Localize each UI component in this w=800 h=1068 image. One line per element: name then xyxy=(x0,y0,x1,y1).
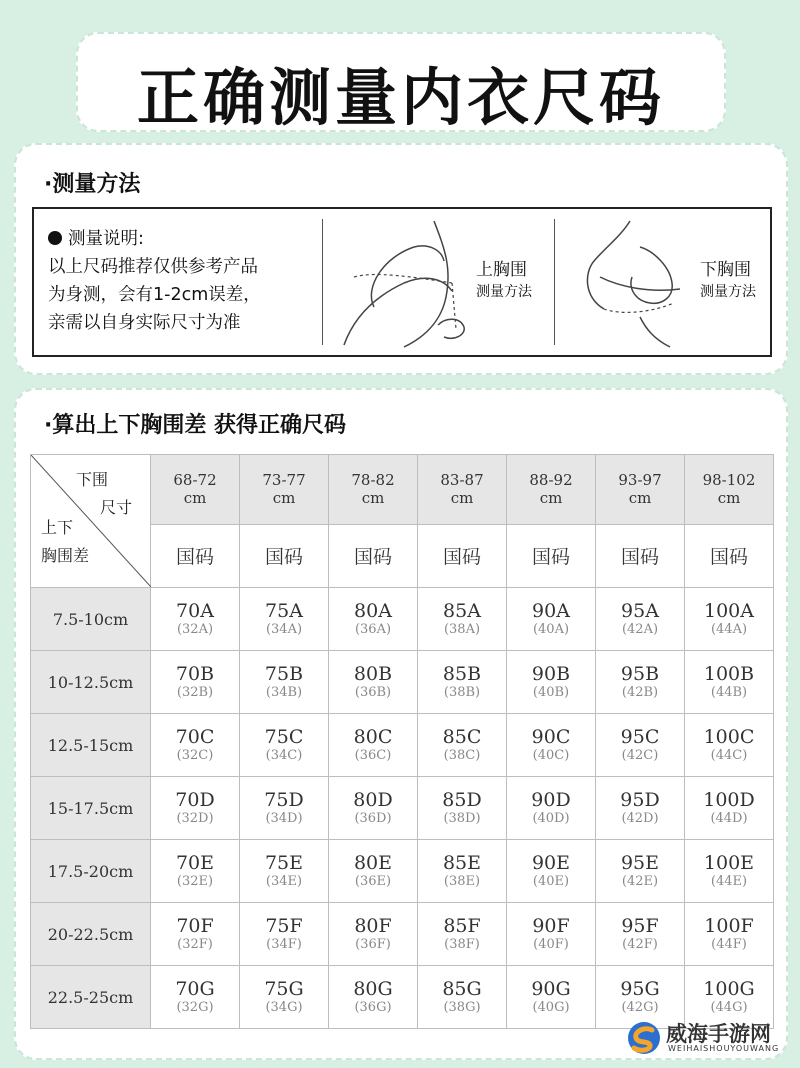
size-cell xyxy=(596,714,685,777)
cn-size: 100F xyxy=(704,915,754,937)
us-size: (44C) xyxy=(710,748,748,763)
size-cell xyxy=(685,651,774,714)
cn-size: 95G xyxy=(620,978,660,1000)
size-cell xyxy=(418,966,507,1029)
size-cell xyxy=(418,588,507,651)
cn-size: 80G xyxy=(353,978,393,1000)
us-size: (32E) xyxy=(176,874,214,889)
cn-size: 80C xyxy=(353,726,393,748)
us-size: (42A) xyxy=(621,622,659,637)
us-size: (32A) xyxy=(176,622,214,637)
cn-size: 85G xyxy=(442,978,482,1000)
size-cell xyxy=(240,777,329,840)
us-size: (36C) xyxy=(354,748,392,763)
bust-difference-cell: 10-12.5cm xyxy=(31,651,151,714)
us-size: (44F) xyxy=(711,937,747,952)
us-size: (38D) xyxy=(443,811,481,826)
us-size: (32F) xyxy=(177,937,213,952)
size-cell xyxy=(685,777,774,840)
us-size: (38E) xyxy=(443,874,481,889)
cn-size: 75B xyxy=(264,663,304,685)
us-size: (42F) xyxy=(622,937,658,952)
note-line: 亲需以自身实际尺寸为准 xyxy=(48,313,241,333)
title-card xyxy=(76,32,726,132)
band-range-header: 68-72 cm xyxy=(151,455,240,525)
watermark-logo-icon xyxy=(626,1020,662,1056)
us-size: (36B) xyxy=(354,685,392,700)
upper-bust-label: 上胸围 测量方法 xyxy=(476,260,532,300)
size-cell xyxy=(151,651,240,714)
us-size: (44B) xyxy=(710,685,748,700)
cn-size: 90E xyxy=(531,852,571,874)
cn-size: 75G xyxy=(264,978,304,1000)
bust-difference-cell: 22.5-25cm xyxy=(31,966,151,1029)
cn-size: 95A xyxy=(621,600,659,622)
band-range-header: 83-87 cm xyxy=(418,455,507,525)
us-size: (36E) xyxy=(354,874,392,889)
cn-size: 100E xyxy=(703,852,755,874)
size-cell xyxy=(418,840,507,903)
size-table xyxy=(30,454,774,1029)
us-size: (40C) xyxy=(532,748,570,763)
size-cell xyxy=(240,651,329,714)
corner-label: 下围 xyxy=(75,470,108,489)
divider xyxy=(554,219,555,345)
size-cell xyxy=(240,966,329,1029)
size-cell xyxy=(151,777,240,840)
size-cell xyxy=(418,777,507,840)
upper-bust-illustration-icon xyxy=(334,217,484,351)
us-size: (40G) xyxy=(532,1000,570,1015)
us-size: (36D) xyxy=(354,811,392,826)
size-cell xyxy=(418,651,507,714)
size-cell xyxy=(507,588,596,651)
size-cell xyxy=(507,777,596,840)
cn-size: 70B xyxy=(175,663,215,685)
us-size: (38G) xyxy=(443,1000,481,1015)
size-cell xyxy=(151,840,240,903)
us-size: (32D) xyxy=(176,811,214,826)
size-cell xyxy=(240,714,329,777)
size-cell xyxy=(329,777,418,840)
us-size: (42C) xyxy=(621,748,659,763)
size-type-header: 国码 xyxy=(418,524,507,587)
cn-size: 95D xyxy=(620,789,660,811)
us-size: (38A) xyxy=(443,622,481,637)
us-size: (42D) xyxy=(621,811,659,826)
us-size: (34E) xyxy=(265,874,303,889)
cn-size: 80F xyxy=(354,915,392,937)
us-size: (40E) xyxy=(532,874,570,889)
table-corner-header xyxy=(31,455,151,588)
cn-size: 90A xyxy=(532,600,570,622)
size-cell xyxy=(151,714,240,777)
cn-size: 75C xyxy=(264,726,304,748)
size-cell xyxy=(240,903,329,966)
cn-size: 95F xyxy=(621,915,659,937)
us-size: (32C) xyxy=(176,748,214,763)
watermark-name: 威海手游网 xyxy=(666,1022,771,1046)
band-range-header: 93-97 cm xyxy=(596,455,685,525)
us-size: (32G) xyxy=(176,1000,214,1015)
us-size: (36G) xyxy=(354,1000,392,1015)
bust-difference-cell: 17.5-20cm xyxy=(31,840,151,903)
band-range-header: 88-92 cm xyxy=(507,455,596,525)
us-size: (38C) xyxy=(443,748,481,763)
cn-size: 70C xyxy=(175,726,215,748)
note-line: 为身测，会有1-2cm误差， xyxy=(48,285,261,305)
size-cell xyxy=(507,903,596,966)
us-size: (44A) xyxy=(710,622,748,637)
size-cell xyxy=(240,588,329,651)
cn-size: 90G xyxy=(531,978,571,1000)
us-size: (34A) xyxy=(265,622,303,637)
us-size: (36F) xyxy=(355,937,391,952)
cn-size: 100B xyxy=(703,663,755,685)
us-size: (40B) xyxy=(532,685,570,700)
us-size: (40D) xyxy=(532,811,570,826)
size-cell xyxy=(151,903,240,966)
us-size: (44E) xyxy=(710,874,748,889)
size-cell xyxy=(329,651,418,714)
size-type-header: 国码 xyxy=(240,524,329,587)
us-size: (34B) xyxy=(265,685,303,700)
cn-size: 90B xyxy=(531,663,571,685)
corner-label: 尺寸 xyxy=(99,498,132,517)
corner-label: 胸围差 xyxy=(41,546,90,565)
cn-size: 95C xyxy=(620,726,660,748)
us-size: (40A) xyxy=(532,622,570,637)
method-card xyxy=(14,143,788,375)
cn-size: 80B xyxy=(353,663,393,685)
cn-size: 75D xyxy=(264,789,304,811)
us-size: (44D) xyxy=(710,811,748,826)
us-size: (42B) xyxy=(621,685,659,700)
table-row xyxy=(31,588,774,651)
bust-difference-cell: 15-17.5cm xyxy=(31,777,151,840)
cn-size: 85C xyxy=(442,726,482,748)
size-cell xyxy=(596,588,685,651)
band-range-header: 73-77 cm xyxy=(240,455,329,525)
us-size: (36A) xyxy=(354,622,392,637)
cn-size: 70D xyxy=(175,789,215,811)
cn-size: 70E xyxy=(175,852,215,874)
size-cell xyxy=(507,651,596,714)
cn-size: 100A xyxy=(704,600,754,622)
divider xyxy=(322,219,323,345)
note-title: 测量说明: xyxy=(68,229,144,249)
band-range-header: 98-102 cm xyxy=(685,455,774,525)
size-cell xyxy=(685,903,774,966)
bust-difference-cell: 20-22.5cm xyxy=(31,903,151,966)
bust-difference-cell: 7.5-10cm xyxy=(31,588,151,651)
table-row xyxy=(31,777,774,840)
size-cell xyxy=(151,588,240,651)
corner-label: 上下 xyxy=(41,518,74,537)
size-cell xyxy=(418,903,507,966)
lower-bust-illustration-icon xyxy=(570,217,700,351)
table-heading: ·算出上下胸围差 获得正确尺码 xyxy=(44,413,347,438)
us-size: (34F) xyxy=(266,937,302,952)
cn-size: 85D xyxy=(442,789,482,811)
size-type-header: 国码 xyxy=(596,524,685,587)
us-size: (32B) xyxy=(176,685,214,700)
cn-size: 80D xyxy=(353,789,393,811)
table-row xyxy=(31,651,774,714)
cn-size: 95E xyxy=(620,852,660,874)
method-heading: ·测量方法 xyxy=(44,172,141,197)
us-size: (34G) xyxy=(265,1000,303,1015)
cn-size: 70F xyxy=(176,915,214,937)
size-table-card xyxy=(14,388,788,1060)
cn-size: 85B xyxy=(442,663,482,685)
size-type-header: 国码 xyxy=(151,524,240,587)
cn-size: 75F xyxy=(265,915,303,937)
table-row xyxy=(31,714,774,777)
us-size: (38B) xyxy=(443,685,481,700)
size-cell xyxy=(596,903,685,966)
cn-size: 70A xyxy=(176,600,214,622)
cn-size: 90C xyxy=(531,726,571,748)
page-title: 正确测量内衣尺码 xyxy=(136,61,665,134)
lower-bust-label: 下胸围 测量方法 xyxy=(700,260,756,300)
cn-size: 80A xyxy=(354,600,392,622)
size-cell xyxy=(596,777,685,840)
us-size: (34D) xyxy=(265,811,303,826)
cn-size: 85F xyxy=(443,915,481,937)
measurement-note xyxy=(48,225,328,337)
cn-size: 90D xyxy=(531,789,571,811)
size-cell xyxy=(685,588,774,651)
us-size: (40F) xyxy=(533,937,569,952)
method-box xyxy=(32,207,772,357)
table-row xyxy=(31,903,774,966)
size-cell xyxy=(685,840,774,903)
size-cell xyxy=(329,966,418,1029)
cn-size: 85E xyxy=(442,852,482,874)
size-cell xyxy=(507,840,596,903)
size-type-header: 国码 xyxy=(329,524,418,587)
size-type-header: 国码 xyxy=(507,524,596,587)
cn-size: 100D xyxy=(703,789,755,811)
cn-size: 80E xyxy=(353,852,393,874)
size-cell xyxy=(418,714,507,777)
size-cell xyxy=(329,588,418,651)
cn-size: 85A xyxy=(443,600,481,622)
us-size: (34C) xyxy=(265,748,303,763)
cn-size: 90F xyxy=(532,915,570,937)
cn-size: 100C xyxy=(703,726,755,748)
size-cell xyxy=(329,714,418,777)
cn-size: 95B xyxy=(620,663,660,685)
us-size: (42E) xyxy=(621,874,659,889)
cn-size: 75A xyxy=(265,600,303,622)
size-cell xyxy=(151,966,240,1029)
cn-size: 100G xyxy=(703,978,755,1000)
size-cell xyxy=(596,840,685,903)
us-size: (42G) xyxy=(621,1000,659,1015)
bullet-icon xyxy=(48,231,62,245)
watermark-sub: WEIHAISHOUYOUWANG xyxy=(668,1044,780,1053)
size-cell xyxy=(596,651,685,714)
band-range-header: 78-82 cm xyxy=(329,455,418,525)
bust-difference-cell: 12.5-15cm xyxy=(31,714,151,777)
size-cell xyxy=(507,966,596,1029)
size-cell xyxy=(240,840,329,903)
us-size: (38F) xyxy=(444,937,480,952)
size-cell xyxy=(329,903,418,966)
note-line: 以上尺码推荐仅供参考产品 xyxy=(48,257,258,277)
size-cell xyxy=(329,840,418,903)
size-type-header: 国码 xyxy=(685,524,774,587)
cn-size: 75E xyxy=(264,852,304,874)
watermark xyxy=(626,1014,786,1062)
size-cell xyxy=(507,714,596,777)
us-size: (44G) xyxy=(710,1000,748,1015)
size-cell xyxy=(685,714,774,777)
cn-size: 70G xyxy=(175,978,215,1000)
table-row xyxy=(31,840,774,903)
